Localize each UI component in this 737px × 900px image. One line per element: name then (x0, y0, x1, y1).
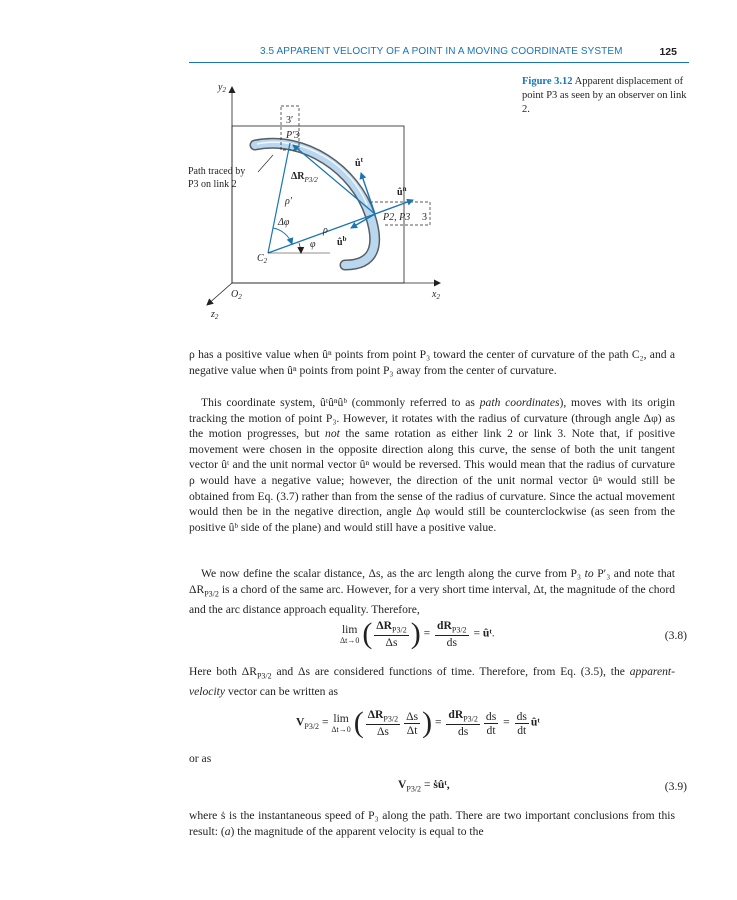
running-head (189, 46, 689, 60)
paragraph-2: This coordinate system, ûᵗûⁿûᵇ (commonly referred to as path coordinates), moves with its origin tracking the motion of point P₃. However, it rotates with the radius of curvature (through angle Δφ) as the motion progresses, but not the same rotation as either link 2 or link 3. Note that, if positive movement were chosen in the opposite direction along this curve, the sense of both the unit tangent vector ûᵗ and the unit normal vector ûⁿ would be reversed. This would mean that the radius of curvature ρ would have a negative value; however, the direction of the unit normal vector ûⁿ would still be obtained from Eq. (3.7) rather than from the sense of the radius of curvature. Since the actual movement would then be in the negative direction, angle Δφ would still be counterclockwise (as seen from the positive ûᵇ side of the plane) and would still have a positive value. (189, 396, 675, 534)
path-label-line1: Path traced by (188, 166, 246, 177)
paragraph-4: Here both $\Delta R_{P3/2}$ and Δs are considered functions of time. Therefore, from Eq. (3.5), the apparent-velocity vector can be written as (189, 665, 676, 698)
phi-arc (299, 243, 301, 253)
un-label: $û^n$ (397, 185, 407, 198)
z2-label: $z_2$ (211, 309, 219, 321)
page-number: 125 (659, 46, 677, 58)
y2-label: $y_2$ (218, 82, 226, 94)
equation-3-8: lim Δt→0 ( $\frac{\Delta R_{P3/2}}{\Delta s}$ ) = $\frac{dR_{P3/2}}{ds}$ = ûᵗ. (340, 617, 495, 650)
or-as-text: or as (189, 752, 212, 765)
equation-3-9-number: (3.9) (664, 780, 687, 793)
p2p3-label: P2, P3 (383, 212, 411, 223)
paragraph-5: where ṡ is the instantaneous speed of P₃ along the path. There are two important conclusions from this result: (a) the magnitude of the apparent velocity is equal to the (189, 809, 675, 838)
figure-label: Figure 3.12 (522, 76, 573, 87)
paragraph-3: We now define the scalar distance, Δs, as the arc length along the curve from P₃ to P′₃ and note that $\Delta R_{P3/2}$ is a chord of the same arc. However, for a very short time interval, Δt, the magnitude of the chord and the arc distance approach equality. Therefore, (189, 567, 675, 616)
equation-3-9: $V_{P3/2}$ = ṡûᵗ, (398, 778, 450, 794)
section-title: 3.5 APPARENT VELOCITY OF A POINT IN A MOVING COORDINATE SYSTEM (260, 46, 623, 57)
path-label-line2: P3 on link 2 (188, 179, 237, 190)
z2-axis (207, 283, 232, 305)
header-rule (189, 62, 689, 63)
o2-label: $O_2$ (231, 289, 242, 301)
velocity-equation: $V_{P3/2}$ = lim Δt→0 ( $\frac{\Delta R_{P3/2}}{\Delta s}$ $\frac{\Delta s}{\Delta t}$ ) = $\frac{dR_{P3/2}}{ds}$ $\frac{ds}{dt}$ = $\frac{ds}{dt}$ ûᵗ (296, 706, 540, 739)
delta-phi-label: Δφ (278, 217, 290, 228)
path-leader (258, 155, 273, 172)
ub-label: $û^b$ (337, 235, 347, 248)
rho-label: ρ (323, 225, 328, 236)
delta-r-label: $\Delta R_{P3/2}$ (291, 171, 318, 184)
delta-phi-arc (273, 228, 292, 244)
x2-label: $x_2$ (432, 289, 440, 301)
paragraph-1: ρ has a positive value when ûⁿ points from point P₃ toward the center of curvature of the path C₂, and a negative value when ûⁿ points from point P₃ away from the center of curvature. (189, 348, 675, 377)
rho-prime-label: ρ′ (285, 196, 292, 207)
three-label: 3 (422, 212, 427, 223)
figure-caption (522, 75, 692, 117)
phi-label: φ (310, 239, 316, 250)
c2-label: $C_2$ (257, 253, 268, 265)
equation-3-8-number: (3.8) (664, 629, 687, 642)
figure-3-12 (185, 75, 515, 325)
p3-prime-label: P′3 (286, 130, 300, 141)
three-prime-label: 3′ (286, 115, 294, 126)
figure-caption-text: Apparent displacement of point P3 as seen by an observer on link 2. (522, 76, 687, 115)
ut-label: $û^t$ (355, 156, 363, 169)
